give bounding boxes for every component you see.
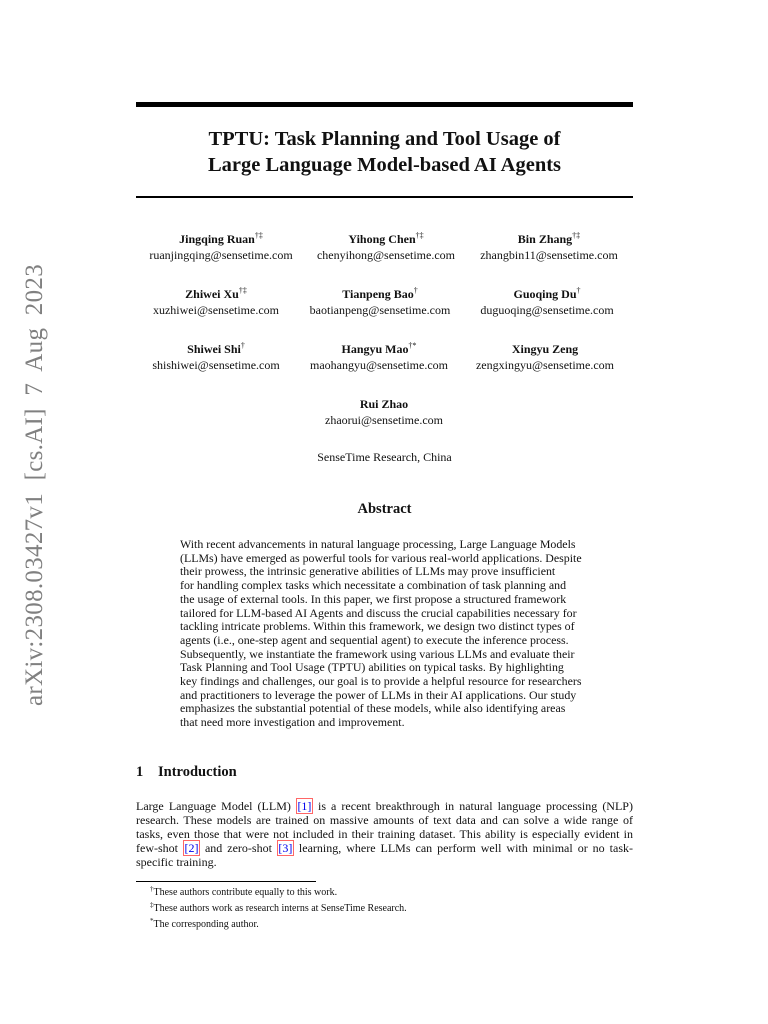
abstract-line: their prowess, the intrinsic generative abilities of LLMs may prove insufficient: [180, 564, 556, 579]
paper-title: [136, 126, 633, 178]
author-marks: †*: [408, 341, 417, 350]
author-marks: †: [240, 341, 245, 350]
abstract-line: Subsequently, we instantiate the framework using various LLMs and evaluate their: [180, 646, 575, 661]
abstract-line: Task Planning and Tool Usage (TPTU) abilities on typical tasks. By highlighting: [180, 660, 564, 675]
title-top-rule: [136, 102, 633, 107]
section-number: 1: [136, 764, 144, 780]
footnote-mark: †: [150, 885, 154, 893]
abstract-line: that need more investigation and improvement.: [180, 715, 405, 730]
author-email: zhangbin11@sensetime.com: [480, 248, 618, 262]
author-email: zengxingyu@sensetime.com: [475, 358, 615, 372]
footnote: †These authors contribute equally to this work.: [150, 885, 338, 898]
author-marks: †‡: [238, 286, 247, 295]
author-row: [136, 341, 633, 375]
abstract-heading: Abstract: [357, 501, 412, 517]
footnote-mark: ‡: [150, 901, 154, 909]
author-name: Hangyu Mao†*: [341, 341, 417, 356]
author-marks: †: [576, 286, 581, 295]
author-name: Shiwei Shi†: [187, 341, 245, 356]
footnote: *The corresponding author.: [150, 917, 259, 930]
abstract-line: (LLMs) have emerged as powerful tools for various real-world applications. Despite: [180, 550, 582, 565]
author-name: Jingqing Ruan†‡: [179, 231, 263, 246]
author-name: Guoqing Du†: [513, 286, 581, 301]
author-block: [153, 286, 279, 319]
author-email: shishiwei@sensetime.com: [152, 358, 280, 372]
author-name: Zhiwei Xu†‡: [185, 286, 247, 301]
abstract-line: and practitioners to leverage the power of LLMs in their AI applications. Our study: [180, 687, 577, 702]
section-heading-introduction: [136, 764, 237, 781]
author-block: [310, 286, 451, 319]
author-name: Bin Zhang†‡: [517, 231, 581, 246]
abstract-line: agents (i.e., one-step agent and sequential agent) to execute the inference process.: [180, 632, 569, 647]
author-marks: †‡: [415, 231, 424, 240]
author-name: Rui Zhao: [359, 397, 409, 411]
author-marks: †‡: [254, 231, 263, 240]
author-email: zhaorui@sensetime.com: [324, 413, 444, 427]
footnotes: [150, 885, 630, 933]
author-block: [480, 231, 618, 264]
arxiv-identifier-stamp: arXiv:2308.03427v1 [cs.AI] 7 Aug 2023: [21, 264, 48, 706]
abstract-line: for handling complex tasks which necessitate a combination of task planning and: [180, 578, 567, 593]
author-email: ruanjingqing@sensetime.com: [149, 248, 293, 262]
abstract-line: the usage of external tools. In this paper, we first propose a structured framework: [180, 591, 567, 606]
author-name: Tianpeng Bao†: [342, 286, 418, 301]
author-block: [310, 341, 448, 374]
author-block: [152, 341, 279, 374]
author-row: [136, 286, 633, 320]
author-email: xuzhiwei@sensetime.com: [152, 303, 280, 317]
author-email: baotianpeng@sensetime.com: [309, 303, 451, 317]
author-row: [136, 396, 633, 430]
abstract-line: tackling intricate problems. Within this framework, we design two distinct types of: [180, 619, 575, 634]
author-marks: †‡: [572, 231, 581, 240]
footnote-mark: *: [150, 917, 154, 925]
author-email: chenyihong@sensetime.com: [316, 248, 456, 262]
author-marks: †: [413, 286, 418, 295]
citation-link[interactable]: [1]: [297, 799, 312, 813]
abstract-body: [180, 538, 590, 730]
author-block: [325, 396, 443, 429]
author-block: [149, 231, 292, 264]
author-name: Xingyu Zeng: [511, 342, 579, 356]
citation-link[interactable]: [2]: [184, 841, 199, 856]
author-row: [136, 231, 633, 265]
footnote-rule: [136, 881, 316, 882]
introduction-paragraph: Large Language Model (LLM) [1] is a recent breakthrough in natural language processing (NLP) research. These models are trained on massive amounts of text data and can solve a wide range of tasks, even those that were not included in their training dataset. This ability is especially evident in few-shot [2] and zero-shot [3] learning, where LLMs can perform well with minimal or no task-specific training.: [136, 799, 633, 870]
author-email: maohangyu@sensetime.com: [309, 358, 449, 372]
footnote: ‡These authors work as research interns at SenseTime Research.: [150, 901, 407, 914]
abstract-line: With recent advancements in natural language processing, Large Language Models: [180, 537, 576, 551]
title-bottom-rule: [136, 196, 633, 198]
author-block: [480, 286, 613, 319]
author-block: [317, 231, 455, 264]
section-title: Introduction: [158, 764, 237, 780]
title-line: Large Language Model-based AI Agents: [207, 154, 562, 176]
affiliation: SenseTime Research, China: [317, 450, 452, 464]
abstract-line: emphasizes the substantial potential of these models, while also identifying areas: [180, 701, 566, 716]
citation-link[interactable]: [3]: [278, 841, 293, 856]
author-email: duguoqing@sensetime.com: [480, 303, 614, 317]
title-line: TPTU: Task Planning and Tool Usage of: [208, 128, 561, 150]
author-block: [476, 341, 614, 374]
author-name: Yihong Chen†‡: [348, 231, 424, 246]
abstract-line: tailored for LLM-based AI Agents and discuss the crucial capabilities necessary for: [180, 605, 577, 620]
abstract-line: key findings and challenges, our goal is to provide a helpful resource for researchers: [180, 674, 582, 689]
